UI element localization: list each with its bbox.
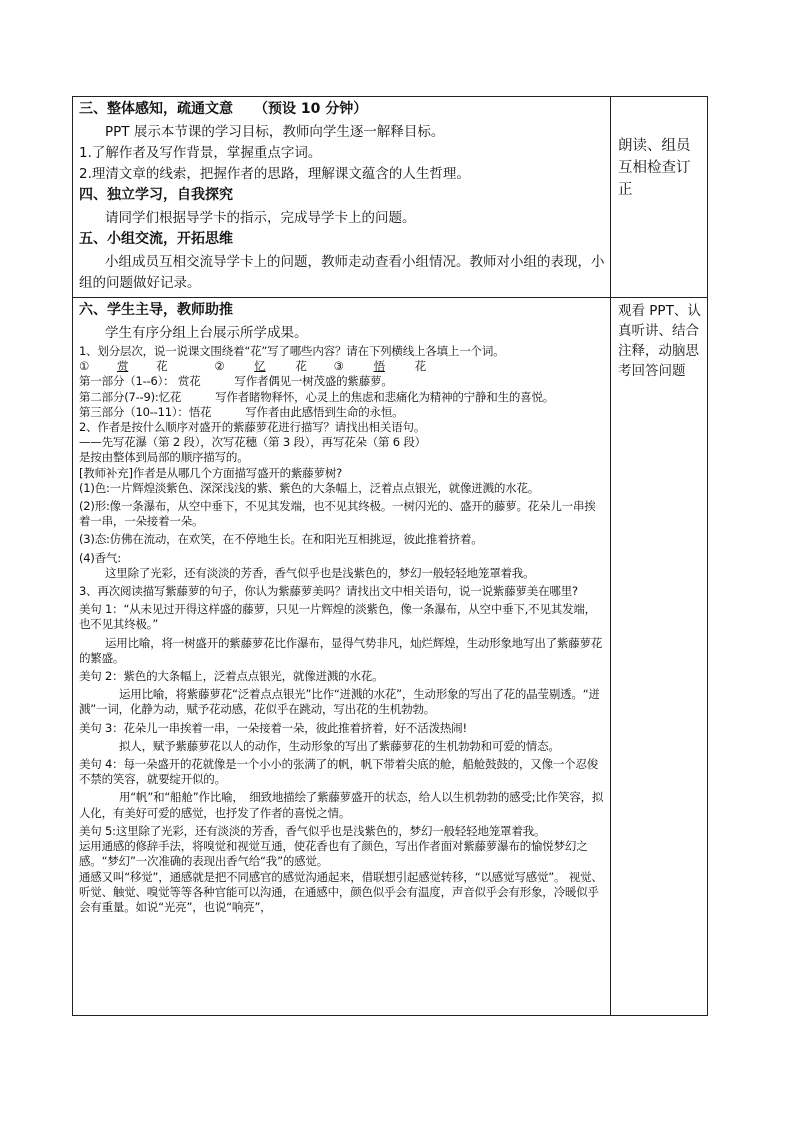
part-1: 第一部分（1--6）： 赏花 写作者偶见一树茂盛的紫藤萝。 bbox=[79, 374, 393, 389]
blank-b-marker: ② bbox=[214, 359, 225, 374]
blank-a: 赏 bbox=[116, 359, 129, 374]
beautiful-sentence-3-analysis: 拟人，赋予紫藤萝花以人的动作，生动形象的写出了紫藤萝花的生机勃勃和可爱的情态。 bbox=[119, 738, 560, 753]
blank-a-hua: 花 bbox=[156, 359, 168, 374]
blank-b: 忆 bbox=[254, 359, 266, 374]
blank-b-hua: 花 bbox=[295, 359, 307, 374]
fill-blanks-row bbox=[79, 359, 605, 374]
ppt-goal-text: PPT 展示本节课的学习目标，教师向学生逐一解释目标。 bbox=[105, 124, 445, 140]
blank-c-hua: 花 bbox=[414, 359, 426, 374]
column-divider bbox=[610, 97, 611, 1015]
goal-2: 2.理清文章的线索，把握作者的思路，理解课文蕴含的人生哲理。 bbox=[79, 166, 470, 182]
independent-study-text: 请同学们根据导学卡的指示，完成导学卡上的问题。 bbox=[105, 210, 416, 226]
beautiful-sentence-5-analysis: 运用通感的修辞手法，将嗅觉和视觉互通，使花香也有了颜色，写出作者面对紫藤萝瀑布的愉悦梦幻之感。“梦幻”一次准确的表现出香气给“我”的感觉。 bbox=[79, 839, 588, 869]
row-divider bbox=[73, 297, 707, 298]
blank-c: 悟 bbox=[373, 359, 385, 374]
question-2-answer-cont: 是按由整体到局部的顺序描写的。 bbox=[79, 450, 249, 465]
part-2: 第二部分(7--9):忆花 写作者睹物释怀，心灵上的焦虑和悲痛化为精神的宁静和生的喜悦。 bbox=[79, 389, 555, 404]
question-2: 2、作者是按什么顺序对盛开的紫藤萝花进行描写？请找出相关语句。 bbox=[79, 420, 426, 435]
blank-c-marker: ③ bbox=[333, 359, 344, 374]
beautiful-sentence-1: 美句 1：“从未见过开得这样盛的藤萝，只见一片辉煌的淡紫色，像一条瀑布，从空中垂下,不见其发端，也不见其终极。” bbox=[79, 602, 596, 632]
activity-cell-2: 观看 PPT、认真听讲、结合注释，动脑思考回答问题 bbox=[618, 303, 701, 379]
beautiful-sentence-2-analysis: 运用比喻，将紫藤萝花“泛着点点银光”比作“迸溅的水花”，生动形象的写出了花的晶莹剔透。“迸溅”一词，化静为动，赋予花动感，花似乎在跳动，写出花的生机勃勃。 bbox=[79, 687, 600, 717]
beautiful-sentence-4: 美句 4：每一朵盛开的花就像是一个小小的张满了的帆，帆下带着尖底的舱，船舱鼓鼓的，又像一个忍俊不禁的笑容，就要绽开似的。 bbox=[79, 757, 599, 787]
aspect-shape: (2)形:像一条瀑布，从空中垂下，不见其发端，也不见其终极。一树闪光的、盛开的藤萝。花朵儿一串挨着一串，一朵接着一朵。 bbox=[79, 499, 596, 529]
part-3: 第三部分（10--11）：悟花 写作者由此感悟到生命的永恒。 bbox=[79, 404, 404, 419]
synesthesia-note: 通感又叫“移觉”，通感就是把不同感官的感觉沟通起来，借联想引起感觉转移，“以感觉写感觉”。 视觉、听觉、触觉、嗅觉等等各种官能可以沟通，在通感中，颜色似乎会有温度，声音似乎会有形象，冷暖似乎会有重量。如说“光亮”，也说“响亮”， bbox=[79, 869, 603, 914]
show-results-text: 学生有序分组上台展示所学成果。 bbox=[105, 325, 308, 341]
heading-4: 四、独立学习，自我探究 bbox=[79, 187, 233, 203]
beautiful-sentence-2: 美句 2：紫色的大条幅上，泛着点点银光，就像迸溅的水花。 bbox=[79, 669, 384, 684]
lesson-plan-table bbox=[72, 96, 708, 1016]
aspect-fragrance-text: 这里除了光彩，还有淡淡的芳香，香气似乎也是浅紫色的，梦幻一般轻轻地笼罩着我。 bbox=[105, 565, 535, 580]
beautiful-sentence-5: 美句 5:这里除了光彩，还有淡淡的芳香，香气似乎也是浅紫色的，梦幻一般轻轻地笼罩着我。 bbox=[79, 823, 546, 838]
teacher-supplement: [教师补充]作者是从哪几个方面描写盛开的紫藤萝树? bbox=[79, 465, 343, 480]
group-exchange-text: 小组成员互相交流导学卡上的问题，教师走动查看小组情况。教师对小组的表现，小组的问题做好记录。 bbox=[79, 254, 605, 291]
blank-a-marker: ① bbox=[79, 359, 90, 374]
section-overview-cell bbox=[79, 99, 605, 294]
heading-6: 六、学生主导，教师助推 bbox=[79, 302, 233, 318]
question-3: 3、再次阅读描写紫藤萝的句子，你认为紫藤萝美吗？请找出文中相关语句，说一说紫藤萝美在哪里? bbox=[79, 584, 578, 599]
beautiful-sentence-4-analysis: 用“帆”和“船舱”作比喻， 细致地描绘了紫藤萝盛开的状态，给人以生机勃勃的感受;比作笑容，拟人化，有美好可爱的感觉，也抒发了作者的喜悦之情。 bbox=[79, 790, 604, 820]
activity-cell-1: 朗读、组员互相检查订正 bbox=[618, 138, 691, 198]
beautiful-sentence-3: 美句 3：花朵儿一串挨着一串，一朵接着一朵，彼此推着挤着，好不活泼热闹! bbox=[79, 720, 467, 735]
question-1: 1、划分层次，说一说课文围绕着“花”写了哪些内容？请在下列横线上各填上一个词。 bbox=[79, 344, 505, 358]
heading-5: 五、小组交流，开拓思维 bbox=[79, 231, 233, 247]
aspect-fragrance: (4)香气: bbox=[79, 550, 121, 565]
aspect-state: (3)态:仿佛在流动，在欢笑，在不停地生长。在和阳光互相挑逗，彼此推着挤着。 bbox=[79, 532, 483, 547]
beautiful-sentence-1-analysis: 运用比喻，将一树盛开的紫藤萝花比作瀑布，显得气势非凡，灿烂辉煌，生动形象地写出了紫藤萝花的繁盛。 bbox=[79, 635, 603, 665]
goal-1: 1.了解作者及写作背景，掌握重点字词。 bbox=[79, 145, 322, 161]
aspect-color: (1)色:一片辉煌淡紫色、深深浅浅的紫、紫色的大条幅上，泛着点点银光，就像迸溅的水花。 bbox=[79, 480, 540, 495]
question-2-answer: ——先写花瀑（第 2 段），次写花穗（第 3 段），再写花朵（第 6 段） bbox=[79, 435, 426, 450]
section-student-led-cell bbox=[79, 300, 605, 915]
heading-3: 三、整体感知，疏通文意 （预设 10 分钟） bbox=[79, 101, 368, 117]
